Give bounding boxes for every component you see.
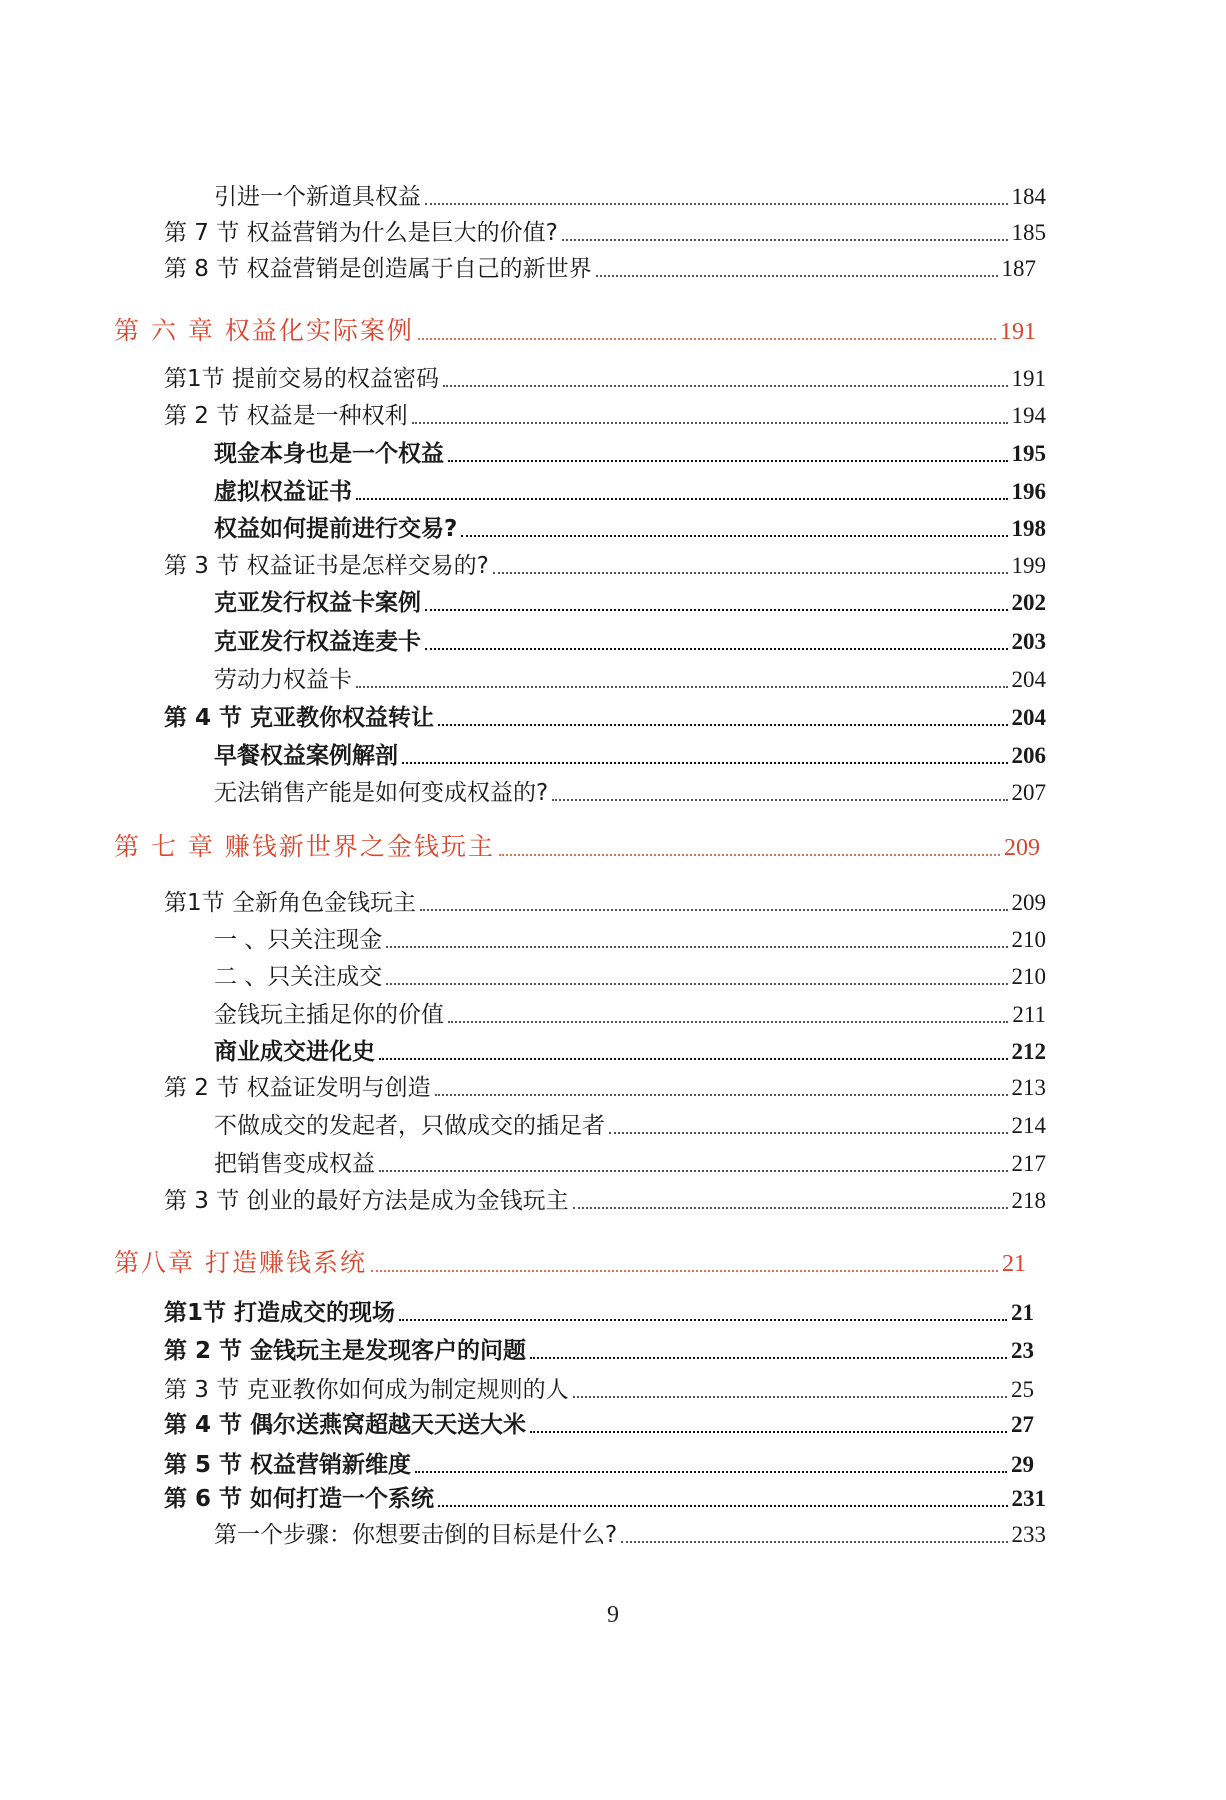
toc-entry-page: 199 xyxy=(1011,553,1046,578)
toc-entry-title: 劳动力权益卡 xyxy=(214,667,352,693)
dot-leader xyxy=(399,1319,1007,1321)
dot-leader xyxy=(461,535,1007,537)
toc-chapter-6[interactable] xyxy=(114,316,1036,347)
toc-entry-page: 218 xyxy=(1011,1188,1046,1213)
toc-entry-page: 207 xyxy=(1011,780,1046,805)
dot-leader xyxy=(425,609,1008,611)
toc-entry-title: 一 、只关注现金 xyxy=(214,927,383,953)
dot-leader xyxy=(530,1357,1007,1359)
toc-entry[interactable] xyxy=(164,1298,1034,1328)
toc-chapter-8[interactable] xyxy=(114,1248,1026,1279)
toc-entry[interactable] xyxy=(214,477,1046,507)
toc-entry[interactable] xyxy=(164,218,1046,248)
dot-leader xyxy=(356,686,1008,688)
dot-leader xyxy=(420,909,1008,911)
dot-leader xyxy=(371,1270,998,1272)
toc-entry-title: 商业成交进化史 xyxy=(214,1039,375,1065)
toc-entry[interactable] xyxy=(164,1375,1034,1405)
toc-entry-title: 第 4 节 克亚教你权益转让 xyxy=(164,705,435,731)
toc-entry-title: 引进一个新道具权益 xyxy=(214,184,421,210)
toc-entry-title: 第 7 节 权益营销为什么是巨大的价值? xyxy=(164,220,558,246)
dot-leader xyxy=(443,385,1008,387)
toc-entry[interactable] xyxy=(164,551,1046,581)
toc-entry-title: 无法销售产能是如何变成权益的? xyxy=(214,780,549,806)
toc-entry-title: 第 3 节 权益证书是怎样交易的? xyxy=(164,553,489,579)
toc-entry-page: 198 xyxy=(1011,516,1046,541)
toc-entry-title: 第 6 节 如何打造一个系统 xyxy=(164,1486,435,1512)
dot-leader xyxy=(379,1170,1008,1172)
chapter-title: 第八章 打造赚钱系统 xyxy=(114,1248,367,1277)
toc-entry-title: 第 3 节 创业的最好方法是成为金钱玩主 xyxy=(164,1188,569,1214)
toc-entry[interactable] xyxy=(214,588,1046,618)
chapter-title: 第 六 章 权益化实际案例 xyxy=(114,316,414,345)
toc-entry[interactable] xyxy=(214,1149,1046,1179)
toc-entry-title: 第 4 节 偶尔送燕窝超越天天送大米 xyxy=(164,1412,527,1438)
dot-leader xyxy=(379,1058,1008,1060)
toc-entry[interactable] xyxy=(214,778,1046,808)
dot-leader xyxy=(386,946,1007,948)
dot-leader xyxy=(596,275,998,277)
toc-entry-title: 二 、只关注成交 xyxy=(214,964,383,990)
dot-leader xyxy=(438,1505,1007,1507)
toc-entry-title: 第 2 节 金钱玩主是发现客户的问题 xyxy=(164,1338,527,1364)
toc-entry-page: 204 xyxy=(1011,705,1046,730)
dot-leader xyxy=(418,338,996,340)
toc-entry-page: 203 xyxy=(1011,629,1046,654)
toc-entry[interactable] xyxy=(164,1073,1046,1103)
toc-entry-title: 早餐权益案例解剖 xyxy=(214,743,398,769)
toc-entry-title: 第1节 提前交易的权益密码 xyxy=(164,366,439,392)
dot-leader xyxy=(573,1207,1008,1209)
dot-leader xyxy=(562,239,1008,241)
toc-entry-page: 217 xyxy=(1011,1151,1046,1176)
toc-entry[interactable] xyxy=(164,888,1046,918)
chapter-page: 209 xyxy=(1004,835,1040,861)
toc-entry-page: 233 xyxy=(1011,1522,1046,1547)
toc-entry[interactable] xyxy=(214,514,1046,544)
toc-entry-page: 204 xyxy=(1011,667,1046,692)
toc-entry-page: 206 xyxy=(1011,743,1046,768)
toc-entry[interactable] xyxy=(164,1410,1034,1440)
dot-leader xyxy=(448,1021,1008,1023)
toc-entry-page: 231 xyxy=(1011,1486,1046,1511)
toc-entry-page: 210 xyxy=(1011,927,1046,952)
toc-entry-page: 184 xyxy=(1011,184,1046,209)
chapter-title: 第 七 章 赚钱新世界之金钱玩主 xyxy=(114,832,495,861)
toc-entry[interactable] xyxy=(214,439,1046,469)
dot-leader xyxy=(493,572,1008,574)
toc-entry-title: 第1节 全新角色金钱玩主 xyxy=(164,890,416,916)
toc-entry-page: 214 xyxy=(1011,1113,1046,1138)
toc-entry-page: 211 xyxy=(1012,1002,1046,1027)
toc-entry[interactable] xyxy=(164,364,1046,394)
toc-entry-page: 191 xyxy=(1011,366,1046,391)
toc-entry[interactable] xyxy=(164,1484,1046,1514)
toc-entry-title: 克亚发行权益卡案例 xyxy=(214,590,421,616)
dot-leader xyxy=(425,203,1008,205)
chapter-page: 191 xyxy=(1000,319,1036,345)
toc-entry-page: 187 xyxy=(1001,256,1036,281)
toc-entry[interactable] xyxy=(214,182,1046,212)
dot-leader xyxy=(573,1396,1007,1398)
toc-entry-title: 第 8 节 权益营销是创造属于自己的新世界 xyxy=(164,256,592,282)
toc-entry-page: 202 xyxy=(1011,590,1046,615)
toc-entry-title: 虚拟权益证书 xyxy=(214,479,352,505)
toc-entry[interactable] xyxy=(164,401,1046,431)
toc-entry-title: 第 3 节 克亚教你如何成为制定规则的人 xyxy=(164,1377,569,1403)
dot-leader xyxy=(530,1431,1007,1433)
toc-chapter-7[interactable] xyxy=(114,832,1040,863)
toc-entry-page: 195 xyxy=(1011,441,1046,466)
toc-entry[interactable] xyxy=(214,665,1046,695)
toc-entry-title: 不做成交的发起者，只做成交的插足者 xyxy=(214,1113,605,1139)
toc-entry-page: 212 xyxy=(1011,1039,1046,1064)
toc-entry[interactable] xyxy=(164,703,1046,733)
toc-entry[interactable] xyxy=(214,1037,1046,1067)
dot-leader xyxy=(609,1132,1008,1134)
toc-entry-title: 第 5 节 权益营销新维度 xyxy=(164,1452,412,1478)
chapter-page: 21 xyxy=(1002,1251,1026,1277)
dot-leader xyxy=(386,983,1007,985)
toc-entry[interactable] xyxy=(214,1000,1046,1030)
toc-entry-page: 210 xyxy=(1011,964,1046,989)
toc-entry-title: 金钱玩主插足你的价值 xyxy=(214,1002,444,1028)
toc-entry-title: 现金本身也是一个权益 xyxy=(214,441,444,467)
dot-leader xyxy=(552,799,1007,801)
toc-entry-page: 23 xyxy=(1011,1338,1034,1363)
toc-entry[interactable] xyxy=(164,254,1036,284)
dot-leader xyxy=(402,762,1008,764)
toc-entry[interactable] xyxy=(214,627,1046,657)
dot-leader xyxy=(438,724,1007,726)
dot-leader xyxy=(415,1471,1007,1473)
toc-entry-page: 209 xyxy=(1011,890,1046,915)
dot-leader xyxy=(435,1094,1008,1096)
toc-entry-page: 21 xyxy=(1011,1300,1034,1325)
toc-entry-title: 第1节 打造成交的现场 xyxy=(164,1300,396,1326)
toc-entry[interactable] xyxy=(164,1336,1034,1366)
dot-leader xyxy=(425,648,1008,650)
toc-entry[interactable] xyxy=(214,925,1046,955)
toc-entry[interactable] xyxy=(214,741,1046,771)
toc-entry[interactable] xyxy=(164,1186,1046,1216)
toc-entry-title: 把销售变成权益 xyxy=(214,1151,375,1177)
toc-entry-page: 29 xyxy=(1011,1452,1034,1477)
toc-entry-page: 25 xyxy=(1011,1377,1034,1402)
toc-entry[interactable] xyxy=(214,962,1046,992)
toc-entry-page: 27 xyxy=(1011,1412,1034,1437)
dot-leader xyxy=(499,854,1000,856)
toc-entry-page: 185 xyxy=(1011,220,1046,245)
toc-entry[interactable] xyxy=(164,1450,1034,1480)
dot-leader xyxy=(412,422,1008,424)
dot-leader xyxy=(356,498,1008,500)
page-number: 9 xyxy=(607,1602,619,1628)
toc-entry-title: 第一个步骤：你想要击倒的目标是什么? xyxy=(214,1522,618,1548)
toc-entry[interactable] xyxy=(214,1111,1046,1141)
toc-entry-title: 权益如何提前进行交易? xyxy=(214,516,458,542)
toc-entry-title: 克亚发行权益连麦卡 xyxy=(214,629,421,655)
dot-leader xyxy=(448,460,1008,462)
dot-leader xyxy=(621,1541,1007,1543)
toc-entry-page: 194 xyxy=(1011,403,1046,428)
toc-entry-page: 196 xyxy=(1011,479,1046,504)
toc-entry-title: 第 2 节 权益证发明与创造 xyxy=(164,1075,431,1101)
toc-entry[interactable] xyxy=(214,1520,1046,1550)
toc-entry-title: 第 2 节 权益是一种权利 xyxy=(164,403,408,429)
toc-entry-page: 213 xyxy=(1011,1075,1046,1100)
